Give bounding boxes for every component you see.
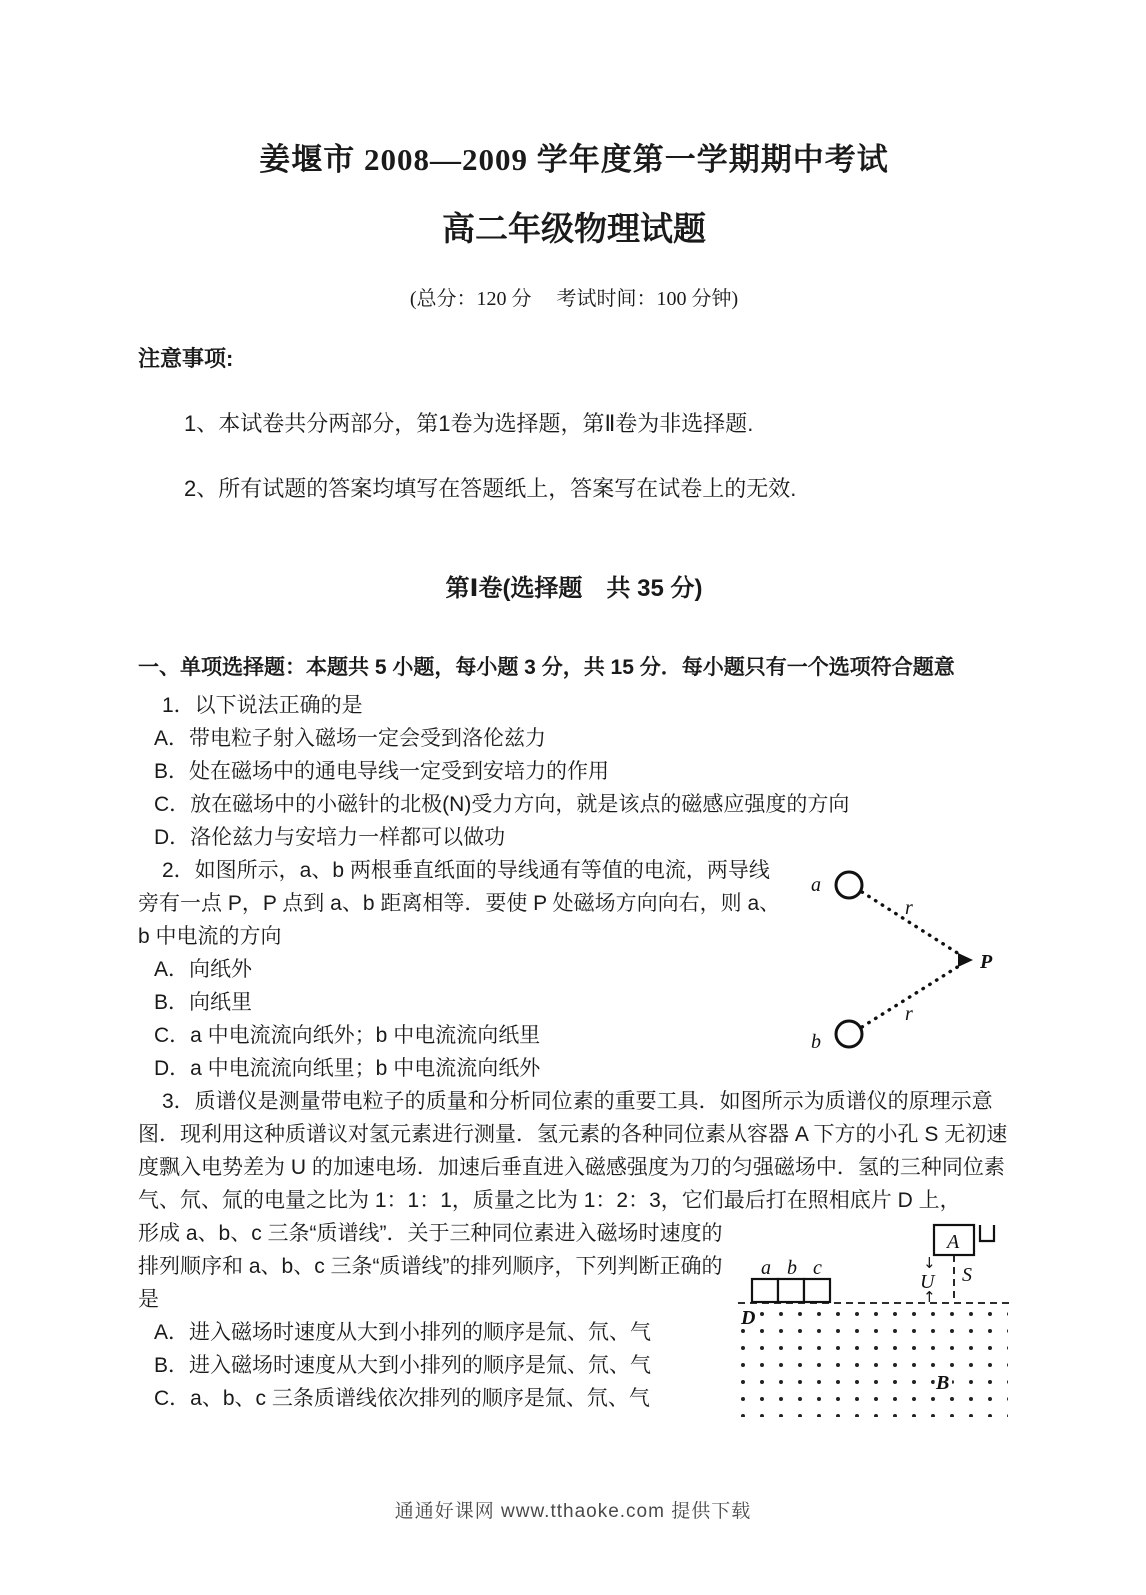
figure-mass-spectrometer-svg <box>738 1221 1010 1421</box>
q2-option-a: A．向纸外 <box>154 958 253 981</box>
q2-option-d: D．a 中电流流向纸里；b 中电流流向纸外 <box>154 1057 541 1080</box>
section-title: 第Ⅰ卷(选择题 共 35 分) <box>445 575 703 602</box>
notice-item-1: 1、本试卷共分两部分，第1卷为选择题，第Ⅱ卷为非选择题. <box>184 411 754 436</box>
question-3 <box>138 1085 1010 1431</box>
container-wall-icon <box>980 1225 994 1241</box>
q1-option-d: D．洛伦兹力与安培力一样都可以做功 <box>154 826 506 849</box>
wire-b-label: b <box>811 1031 821 1053</box>
magnetic-field-dots <box>740 1311 1008 1417</box>
notice-item-2: 2、所有试题的答案均填写在答题纸上，答案写在试卷上的无效. <box>184 476 797 501</box>
spectral-line-a-box <box>752 1279 778 1302</box>
r-top-label: r <box>905 897 913 919</box>
spectral-line-c-label: c <box>813 1257 822 1279</box>
figure-two-wires <box>803 862 1008 1070</box>
part1-heading: 一、单项选择题：本题共 5 小题，每小题 3 分，共 15 分．每小题只有一个选项符合题意 <box>138 656 955 679</box>
field-down-arrow-icon: ↓ <box>923 1254 936 1272</box>
q1-stem: 1．以下说法正确的是 <box>162 694 363 717</box>
container-a-label: A <box>947 1231 960 1253</box>
footer-text: 通通好课网 www.tthaoke.com 提供下载 <box>394 1501 752 1522</box>
spectral-line-c-box <box>804 1279 830 1302</box>
q2-stem: 2．如图所示，a、b 两根垂直纸面的导线通有等值的电流，两导线旁有一点 P，P 点到 a、b 距离相等．要使 P 处磁场方向向右，则 a、b 中电流的方向 <box>138 859 781 948</box>
q3-option-a: A．进入磁场时速度从大到小排列的顺序是氚、氘、气 <box>154 1321 652 1344</box>
q3-stem-part1: 3．质谱仪是测量带电粒子的质量和分析同位素的重要工具．如图所示为质谱仪的原理示意图．现利用这种质谱议对氢元素进行测量．氢元素的各种同位素从容器 A 下方的小孔 S 无初速度飘入电势差为 U 的加速电场．加速后垂直进入磁感强度为刀的匀强磁场中．氢的三种同位素气、氘、氚的电量之比为 1：1：1，质量之比为 1：2：3，它们最后打在照相底片 D 上， <box>138 1090 1008 1212</box>
figure-mass-spectrometer <box>738 1221 1010 1431</box>
spectral-line-b-box <box>778 1279 804 1302</box>
field-b-label: B <box>936 1372 950 1394</box>
spectral-line-b-label: b <box>787 1257 797 1279</box>
plate-d-label: D <box>741 1307 756 1329</box>
point-p-label: P <box>980 951 993 973</box>
exam-subtitle: 高二年级物理试题 <box>442 212 706 248</box>
q3-option-c: C．a、b、c 三条质谱线依次排列的顺序是氚、氘、气 <box>154 1387 650 1410</box>
field-up-arrow-icon: ↑ <box>923 1288 936 1306</box>
q3-stem-part2: 形成 a、b、c 三条“质谱线”．关于三种同位素进入磁场时速度的排列顺序和 a、b、c 三条“质谱线”的排列顺序，下列判断正确的是 <box>138 1222 723 1311</box>
figure-two-wires-svg <box>803 862 1008 1060</box>
wire-a-icon <box>836 872 862 898</box>
spectral-line-a-label: a <box>761 1257 771 1279</box>
q1-option-b: B．处在磁场中的通电导线一定受到安培力的作用 <box>154 760 610 783</box>
q2-option-c: C．a 中电流流向纸外；b 中电流流向纸里 <box>154 1024 541 1047</box>
exam-meta: (总分：120 分 考试时间：100 分钟) <box>409 288 739 310</box>
slit-s-label: S <box>962 1264 972 1286</box>
question-2 <box>138 854 1010 1085</box>
wire-b-icon <box>836 1021 862 1047</box>
q2-option-b: B．向纸里 <box>154 991 253 1014</box>
exam-title: 姜堰市 2008—2009 学年度第一学期期中考试 <box>259 142 889 177</box>
wire-a-label: a <box>811 874 821 896</box>
question-1 <box>138 689 1010 854</box>
notice-heading: 注意事项: <box>138 346 234 371</box>
voltage-u-label: U <box>920 1271 935 1293</box>
q1-option-c: C．放在磁场中的小磁针的北极(N)受力方向，就是该点的磁感应强度的方向 <box>154 793 850 816</box>
q3-option-b: B．进入磁场时速度从大到小排列的顺序是氚、氘、气 <box>154 1354 652 1377</box>
r-bottom-label: r <box>905 1003 913 1025</box>
q1-option-a: A．带电粒子射入磁场一定会受到洛伦兹力 <box>154 727 547 750</box>
point-p-arrow-icon <box>958 953 973 967</box>
